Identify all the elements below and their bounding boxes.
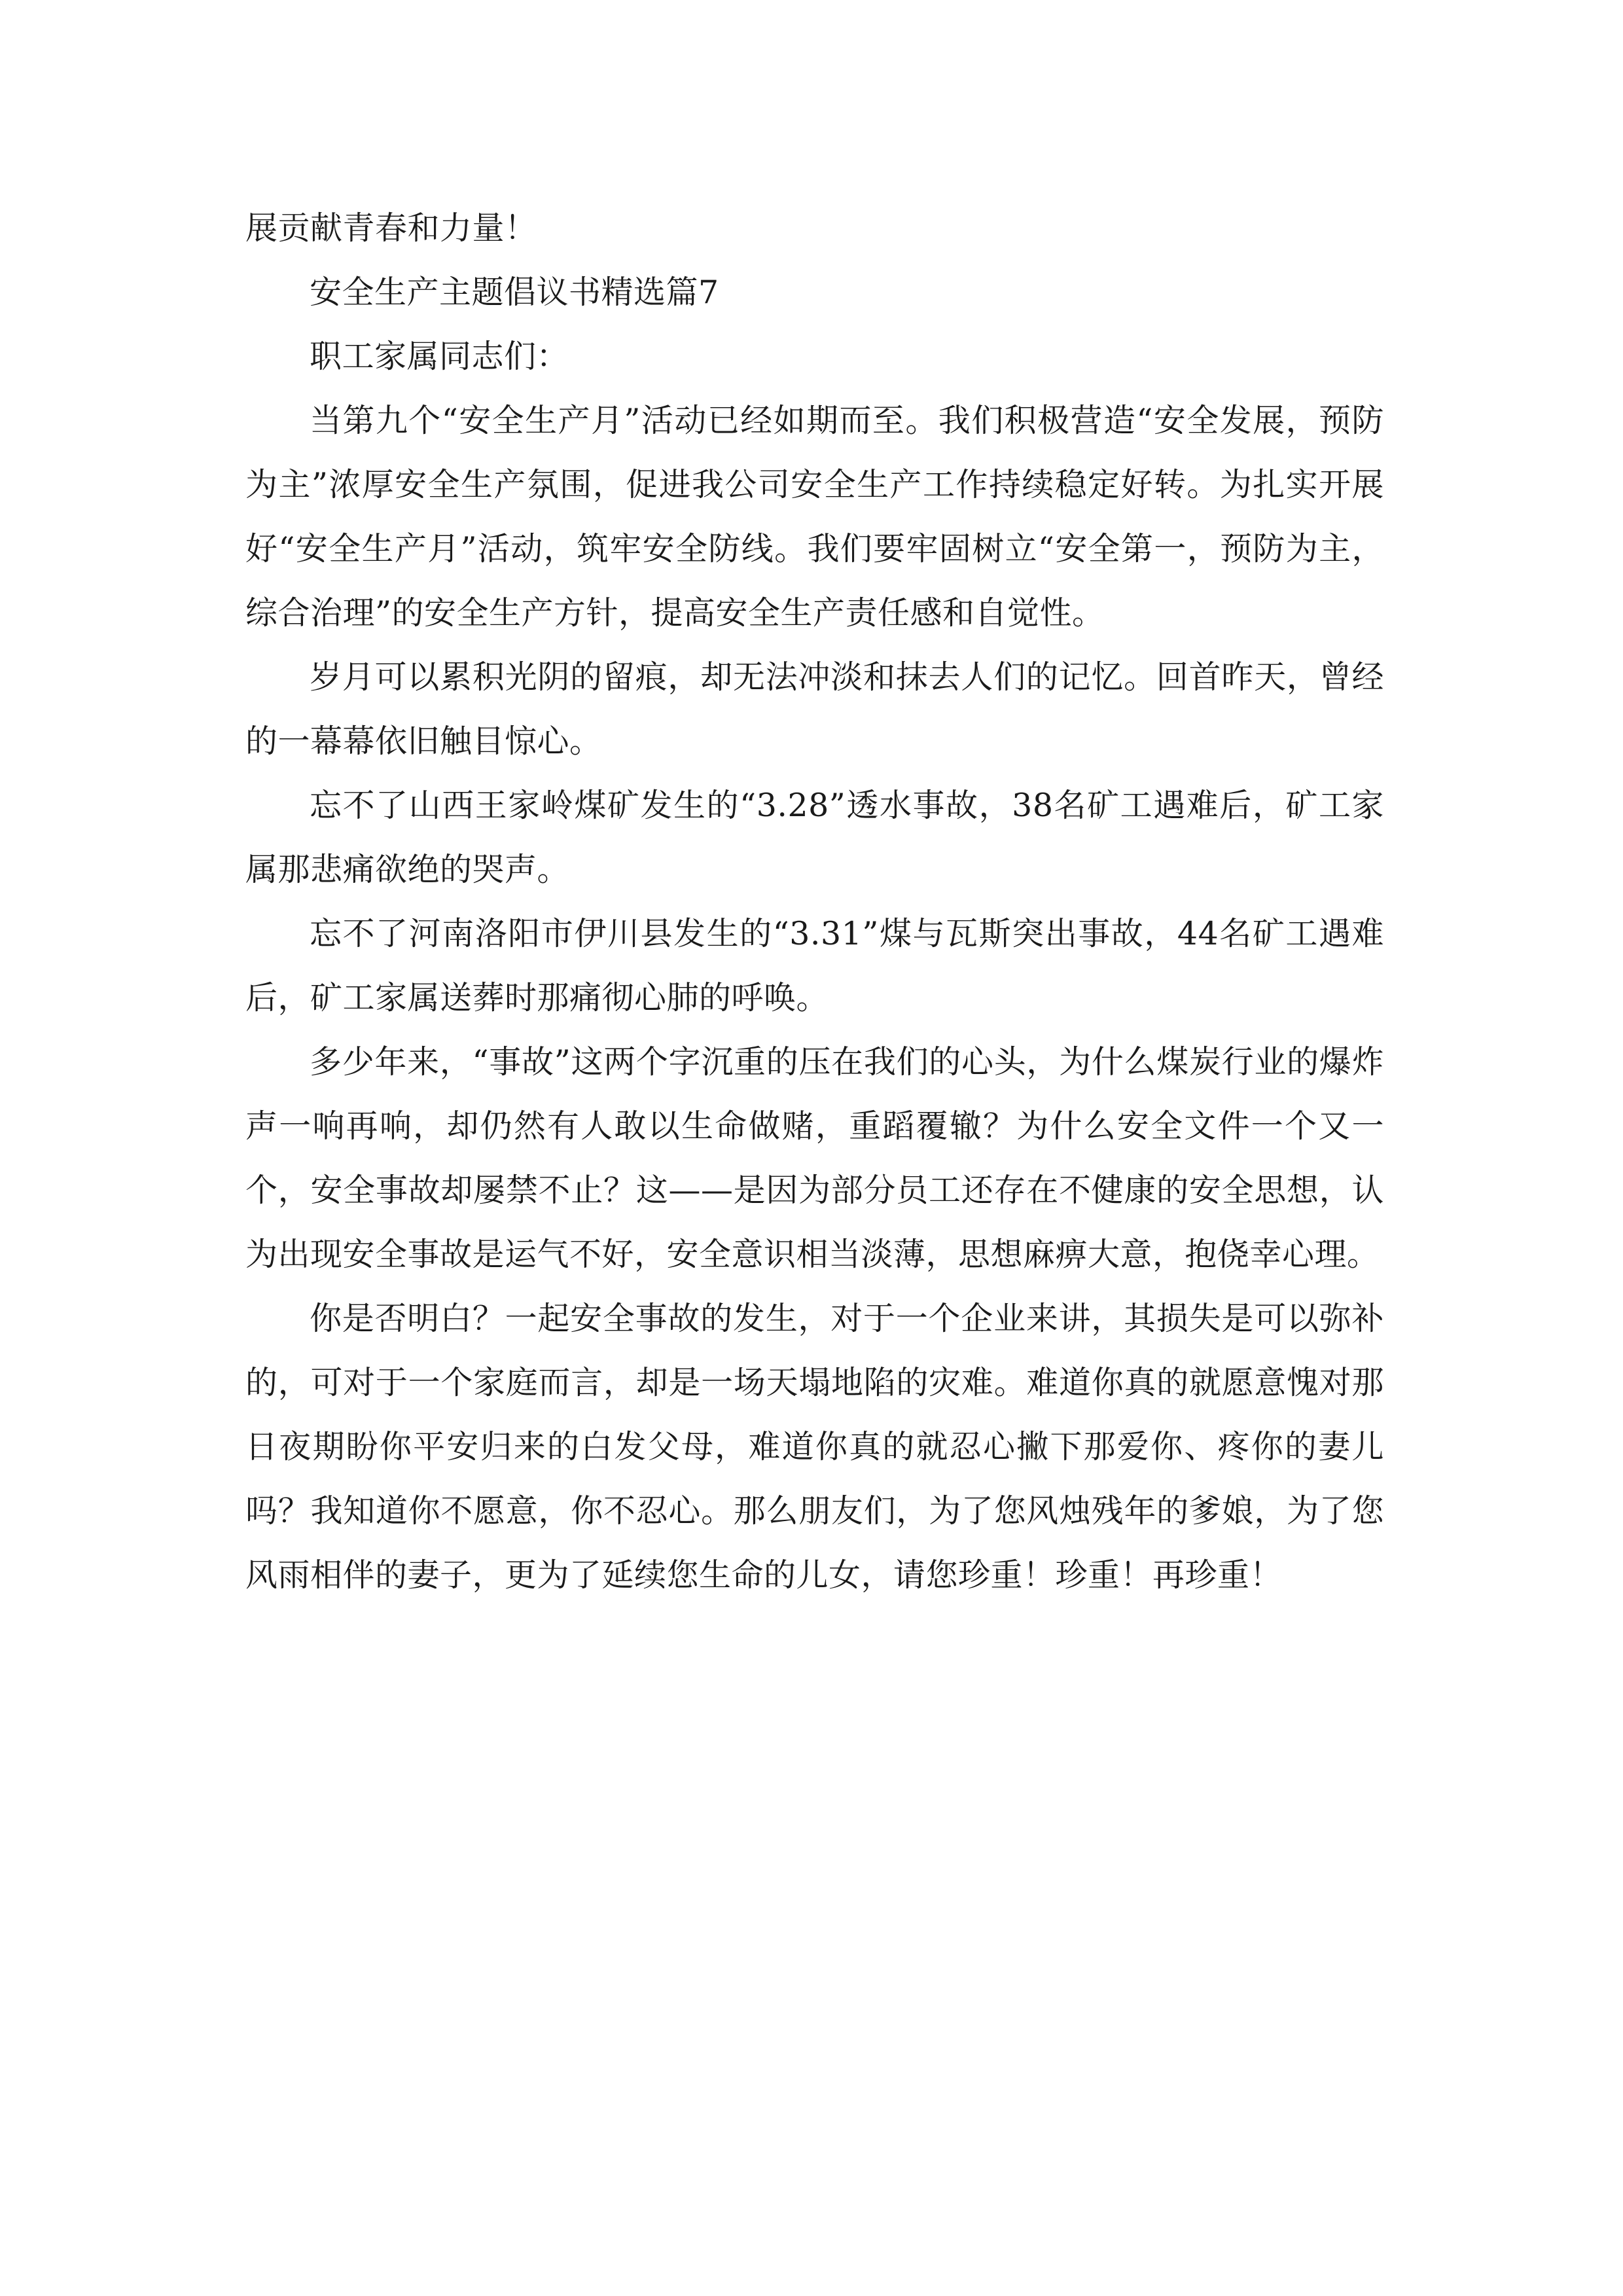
paragraph: 你是否明白？一起安全事故的发生，对于一个企业来讲，其损失是可以弥补的，可对于一个家庭而言，却是一场天塌地陷的灾难。难道你真的就愿意愧对那日夜期盼你平安归来的白发父母，难道你真的就忍心撇下那爱你、疼你的妻儿吗？我知道你不愿意，你不忍心。那么朋友们，为了您风烛残年的爹娘，为了您风雨相伴的妻子，更为了延续您生命的儿女，请您珍重！珍重！再珍重！ — [245, 1300, 1384, 1594]
paragraph: 忘不了河南洛阳市伊川县发生的“3.31”煤与瓦斯突出事故，44名矿工遇难后，矿工家属送葬时那痛彻心肺的呼唤。 — [245, 915, 1384, 1016]
paragraph: 当第九个“安全生产月”活动已经如期而至。我们积极营造“安全发展，预防为主”浓厚安全生产氛围，促进我公司安全生产工作持续稳定好转。为扎实开展好“安全生产月”活动，筑牢安全防线。我们要牢固树立“安全第一，预防为主，综合治理”的安全生产方针，提高安全生产责任感和自觉性。 — [245, 402, 1384, 632]
paragraph: 岁月可以累积光阴的留痕，却无法冲淡和抹去人们的记忆。回首昨天，曾经的一幕幕依旧触目惊心。 — [245, 658, 1384, 760]
paragraph: 忘不了山西王家岭煤矿发生的“3.28”透水事故，38名矿工遇难后，矿工家属那悲痛欲绝的哭声。 — [245, 787, 1384, 888]
document-body — [245, 196, 1384, 1607]
paragraph-continuation: 展贡献青春和力量！ — [245, 209, 537, 247]
salutation: 职工家属同志们： — [310, 338, 569, 375]
section-heading: 安全生产主题倡议书精选篇7 — [310, 274, 719, 311]
paragraph: 多少年来，“事故”这两个字沉重的压在我们的心头，为什么煤炭行业的爆炸声一响再响，却仍然有人敢以生命做赌，重蹈覆辙？为什么安全文件一个又一个，安全事故却屡禁不止？这——是因为部分员工还存在不健康的安全思想，认为出现安全事故是运气不好，安全意识相当淡薄，思想麻痹大意，抱侥幸心理。 — [245, 1043, 1384, 1273]
